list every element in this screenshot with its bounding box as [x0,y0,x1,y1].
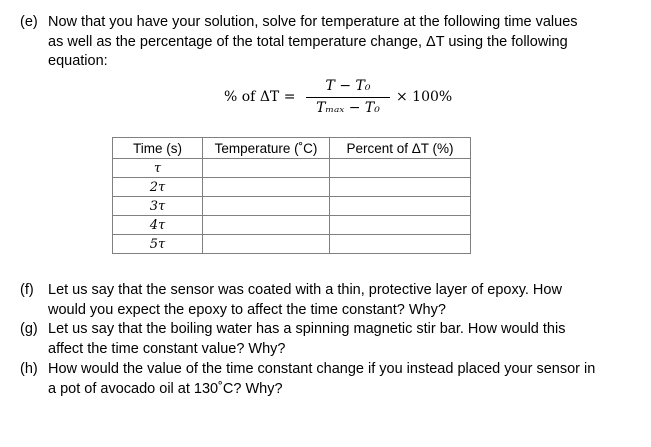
table-row [113,197,471,216]
question-h-label: (h) [20,361,38,377]
time-cell: 3τ [113,197,203,216]
question-e-line: as well as the percentage of the total temperature change, ΔT using the following [48,33,568,50]
question-g-line: affect the time constant value? Why? [48,340,286,357]
table-row [113,216,471,235]
table-row [113,159,471,178]
question-f-label: (f) [20,282,34,298]
question-f-line: Let us say that the sensor was coated with a thin, protective layer of epoxy. How [48,282,562,298]
header-percent: Percent of ΔT (%) [330,138,471,159]
question-h-line: a pot of avocado oil at 130˚C? Why? [48,380,283,397]
percent-cell[interactable] [330,216,471,235]
equation-rhs: × 100% [396,89,453,105]
equation-fraction [306,77,390,118]
temperature-cell[interactable] [203,235,330,254]
time-cell: 5τ [113,235,203,254]
table-row [113,178,471,197]
question-e-label: (e) [20,14,38,30]
percent-cell[interactable] [330,178,471,197]
percent-cell[interactable] [330,159,471,178]
percent-cell[interactable] [330,197,471,216]
table-header-row [113,138,471,159]
equation-lhs: % of ΔT = [224,89,296,105]
header-temperature: Temperature (˚C) [203,138,330,159]
data-table [112,137,471,254]
question-g-label: (g) [20,321,38,337]
percent-cell[interactable] [330,235,471,254]
question-g-line: Let us say that the boiling water has a spinning magnetic stir bar. How would this [48,321,566,337]
time-cell: τ [113,159,203,178]
question-f-line: would you expect the epoxy to affect the time constant? Why? [48,301,446,318]
temperature-cell[interactable] [203,216,330,235]
time-cell: 2τ [113,178,203,197]
temperature-cell[interactable] [203,178,330,197]
fraction-bar [306,97,390,98]
temperature-cell[interactable] [203,197,330,216]
question-e-line: equation: [48,53,108,69]
header-time: Time (s) [113,138,203,159]
question-e-line: Now that you have your solution, solve for temperature at the following time values [48,14,578,30]
question-h-line: How would the value of the time constant change if you instead placed your sensor in [48,361,596,377]
time-cell: 4τ [113,216,203,235]
table-row [113,235,471,254]
temperature-cell[interactable] [203,159,330,178]
equation-numerator: T − T₀ [325,78,371,94]
equation-denominator: Tₘₐₓ − T₀ [316,100,380,116]
